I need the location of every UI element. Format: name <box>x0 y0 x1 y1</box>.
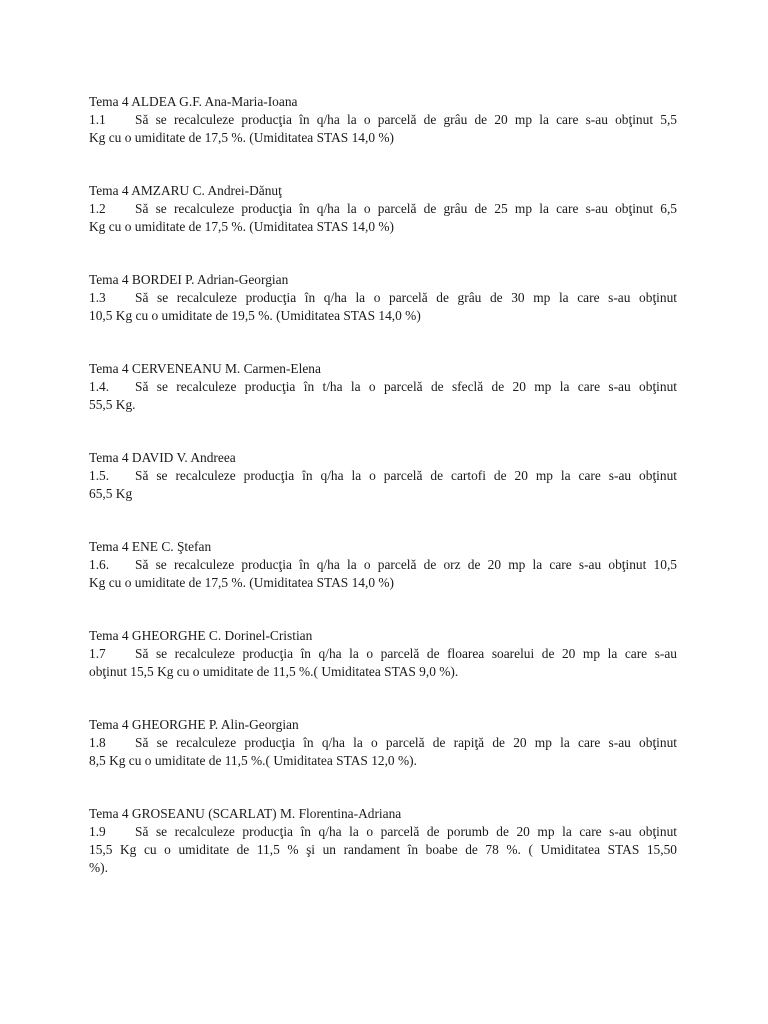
entry-text-line <box>89 467 677 485</box>
entry-title: Tema 4 ALDEA G.F. Ana-Maria-Ioana <box>89 94 298 109</box>
entry-title: Tema 4 AMZARU C. Andrei-Dănuţ <box>89 183 282 198</box>
entry-text: Să se recalculeze producţia în q/ha la o parcelă de porumb de 20 mp la care s-au obţinut <box>135 824 677 839</box>
entry-text-continuation: Kg cu o umiditate de 17,5 %. (Umiditatea STAS 14,0 %) <box>89 219 394 234</box>
entry-text-continuation: obţinut 15,5 Kg cu o umiditate de 11,5 %.( Umiditatea STAS 9,0 %). <box>89 664 459 679</box>
entry-number: 1.4. <box>89 379 110 394</box>
entry-text: Să se recalculeze producţia în q/ha la o parcelă de rapiţă de 20 mp la care s-au obţinut <box>135 735 677 750</box>
entry-1-6 <box>89 538 677 592</box>
entry-number: 1.2 <box>89 201 106 216</box>
entry-number: 1.3 <box>89 290 106 305</box>
entry-1-5 <box>89 449 677 503</box>
entry-text-continuation: 8,5 Kg cu o umiditate de 11,5 %.( Umiditatea STAS 12,0 %). <box>89 753 417 768</box>
entry-1-8 <box>89 716 677 770</box>
entry-1-4 <box>89 360 677 414</box>
entry-text-line <box>89 378 677 396</box>
entry-text-continuation: Kg cu o umiditate de 17,5 %. (Umiditatea STAS 14,0 %) <box>89 130 394 145</box>
entry-number: 1.5. <box>89 468 110 483</box>
entry-text: Să se recalculeze producţia în q/ha la o parcelă de grâu de 30 mp la care s-au obţinut <box>135 290 677 305</box>
entry-number: 1.6. <box>89 557 110 572</box>
entry-text-continuation: Kg cu o umiditate de 17,5 %. (Umiditatea STAS 14,0 %) <box>89 575 394 590</box>
entry-title: Tema 4 ENE C. Ştefan <box>89 539 212 554</box>
entry-text-line <box>89 823 677 841</box>
entry-number: 1.7 <box>89 646 106 661</box>
entry-1-3 <box>89 271 677 325</box>
entry-text: Să se recalculeze producţia în q/ha la o parcelă de orz de 20 mp la care s-au obţinut 10,5 <box>135 557 677 572</box>
entry-1-1 <box>89 93 677 147</box>
entry-text-continuation: 65,5 Kg <box>89 486 133 501</box>
entry-1-2 <box>89 182 677 236</box>
entry-title: Tema 4 GHEORGHE C. Dorinel-Cristian <box>89 628 313 643</box>
entry-text: Să se recalculeze producţia în q/ha la o parcelă de grâu de 20 mp la care s-au obţinut 5,5 <box>135 112 677 127</box>
entry-text-continuation: 15,5 Kg cu o umiditate de 11,5 % şi un randament în boabe de 78 %. ( Umiditatea STAS 15,50 <box>89 842 677 857</box>
entry-text: Să se recalculeze producţia în q/ha la o parcelă de grâu de 25 mp la care s-au obţinut 6,5 <box>135 201 677 216</box>
entry-title: Tema 4 GROSEANU (SCARLAT) M. Florentina-Adriana <box>89 806 402 821</box>
entry-title: Tema 4 GHEORGHE P. Alin-Georgian <box>89 717 299 732</box>
entry-text-continuation: 55,5 Kg. <box>89 397 136 412</box>
entry-text-line <box>89 645 677 663</box>
entry-number: 1.1 <box>89 112 106 127</box>
entry-number: 1.9 <box>89 824 106 839</box>
entry-text-continuation: 10,5 Kg cu o umiditate de 19,5 %. (Umiditatea STAS 14,0 %) <box>89 308 421 323</box>
entry-text: Să se recalculeze producţia în q/ha la o parcelă de floarea soarelui de 20 mp la care s-au <box>135 646 677 661</box>
entry-text-line <box>89 111 677 129</box>
entry-title: Tema 4 DAVID V. Andreea <box>89 450 236 465</box>
entry-text: Să se recalculeze producţia în q/ha la o parcelă de cartofi de 20 mp la care s-au obţinut <box>135 468 677 483</box>
entry-1-9 <box>89 805 677 877</box>
entry-text-line <box>89 289 677 307</box>
entry-text-continuation: %). <box>89 860 108 875</box>
entry-1-7 <box>89 627 677 681</box>
entry-text-line <box>89 734 677 752</box>
entry-title: Tema 4 CERVENEANU M. Carmen-Elena <box>89 361 321 376</box>
entry-text-line <box>89 200 677 218</box>
entry-text: Să se recalculeze producţia în t/ha la o parcelă de sfeclă de 20 mp la care s-au obţinut <box>135 379 677 394</box>
entry-title: Tema 4 BORDEI P. Adrian-Georgian <box>89 272 289 287</box>
entry-number: 1.8 <box>89 735 106 750</box>
entry-text-line <box>89 556 677 574</box>
